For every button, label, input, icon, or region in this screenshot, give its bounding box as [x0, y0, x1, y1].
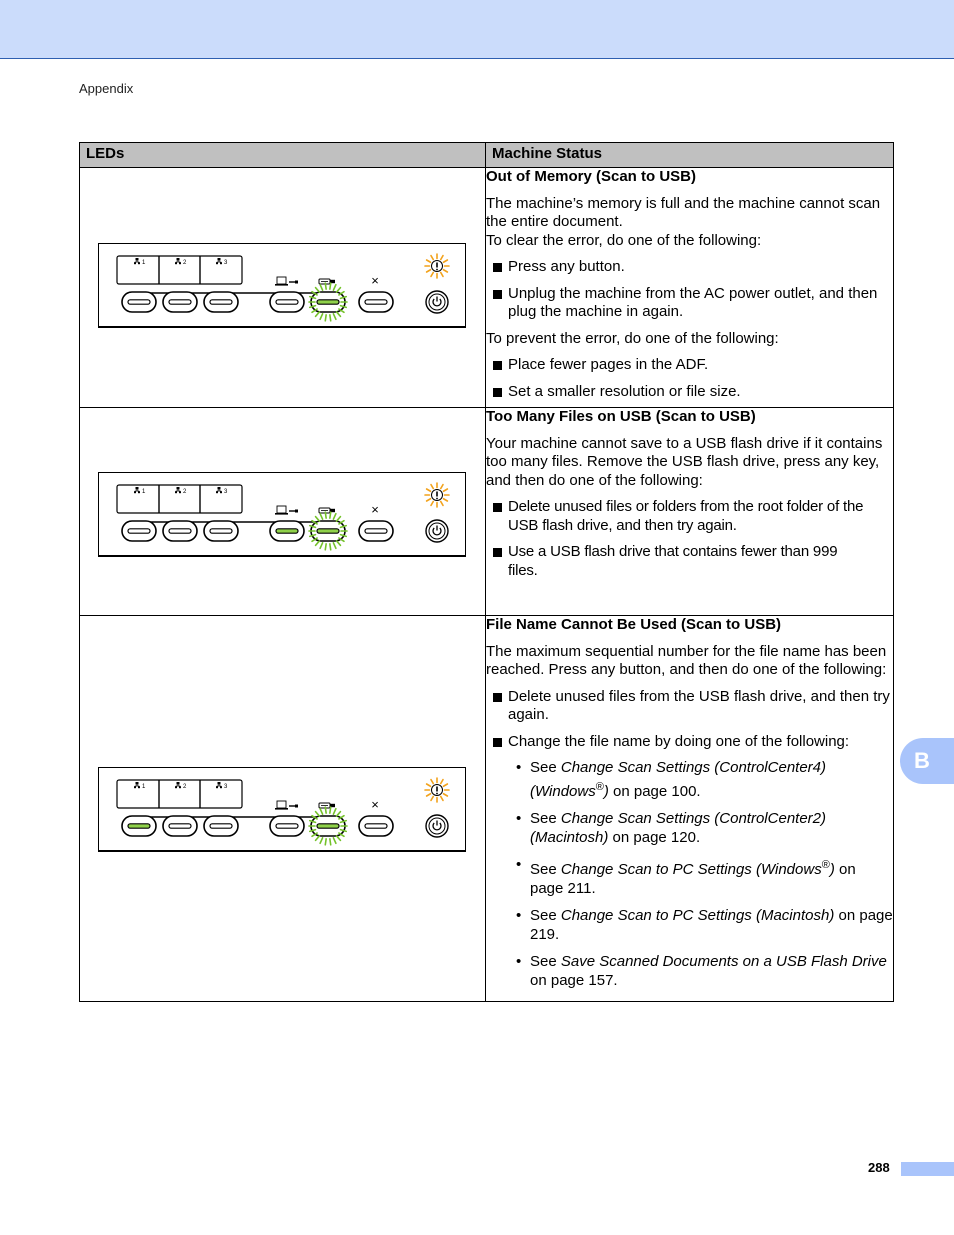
- network-icon: [216, 782, 222, 788]
- profile-button-3: [204, 521, 238, 541]
- network-icon: [216, 258, 222, 264]
- error-led-icon: [425, 778, 449, 802]
- reference-list: [508, 759, 893, 990]
- status-cell: [486, 168, 894, 408]
- usb-icon: [319, 508, 335, 513]
- scan-to-usb-button: [309, 512, 347, 550]
- led-status-table: [79, 142, 894, 1002]
- power-icon: [426, 291, 448, 313]
- profile-number: 3: [224, 489, 228, 495]
- ref-title: Change Scan Settings (ControlCenter2) (Macintosh): [530, 810, 827, 846]
- status-cell: [486, 408, 894, 616]
- status-cell: [486, 616, 894, 1002]
- ref-page: on page 211.: [530, 861, 856, 897]
- reference-item: [508, 759, 893, 801]
- status-title: Too Many Files on USB (Scan to USB): [486, 408, 756, 425]
- table-row: [80, 408, 894, 616]
- ref-prefix: See: [530, 759, 561, 776]
- error-led-icon: [425, 254, 449, 278]
- stop-button: [359, 816, 393, 836]
- network-icon: [175, 258, 181, 264]
- list-item: Delete unused files or folders from the root folder of the USB flash drive, and then try again.: [486, 498, 893, 535]
- ref-prefix: See: [530, 810, 561, 827]
- network-icon: [216, 487, 222, 493]
- reference-item: [508, 953, 893, 990]
- registered-mark: ®: [821, 859, 830, 871]
- profile-button-3: [204, 816, 238, 836]
- profile-number: 2: [183, 260, 187, 266]
- ref-page: on page 100.: [608, 782, 701, 800]
- profile-number: 1: [142, 784, 146, 790]
- network-icon: [134, 487, 140, 493]
- status-title: Out of Memory (Scan to USB): [486, 168, 697, 185]
- list-item: Place fewer pages in the ADF.: [486, 356, 893, 375]
- ref-title: Save Scanned Documents on a USB Flash Drive: [560, 953, 887, 970]
- list-item: Press any button.: [486, 258, 893, 277]
- list-item: [486, 733, 893, 991]
- table-row: [80, 168, 894, 408]
- page-number: 288: [868, 1160, 890, 1175]
- ref-page: on page 157.: [530, 971, 618, 989]
- reference-item: [508, 810, 893, 847]
- scan-to-usb-button: [309, 807, 347, 845]
- profile-button-1: [122, 521, 156, 541]
- list-item: Delete unused files from the USB flash drive, and then try again.: [486, 688, 893, 725]
- pc-icon: [275, 801, 298, 810]
- list-item: Set a smaller resolution or file size.: [486, 383, 893, 402]
- profile-button-3: [204, 292, 238, 312]
- list-item-text: Change the file name by doing one of the following:: [508, 732, 850, 750]
- status-text: To prevent the error, do one of the following:: [486, 329, 779, 347]
- section-label: Appendix: [79, 81, 134, 96]
- network-icon: [134, 258, 140, 264]
- ref-title: Change Scan to PC Settings (Macintosh): [560, 907, 835, 924]
- ref-title-end: ): [829, 861, 835, 878]
- power-icon: [426, 520, 448, 542]
- led-cell: [80, 616, 486, 1002]
- reference-item: [508, 856, 893, 898]
- control-panel-diagram: [98, 243, 466, 328]
- status-title: File Name Cannot Be Used (Scan to USB): [486, 616, 782, 633]
- stop-icon: ×: [371, 273, 379, 288]
- led-cell: [80, 408, 486, 616]
- ref-prefix: See: [530, 907, 561, 924]
- profile-number: 1: [142, 260, 146, 266]
- profile-number: 3: [224, 784, 228, 790]
- appendix-side-tab: B: [900, 738, 954, 784]
- status-text: The machine’s memory is full and the machine cannot scan the entire document.: [486, 194, 881, 230]
- column-header-leds: LEDs: [80, 143, 486, 168]
- profile-button-2: [163, 292, 197, 312]
- ref-title-end: ): [603, 782, 609, 800]
- pc-icon: [275, 506, 298, 515]
- scan-to-pc-button: [270, 521, 304, 541]
- power-icon: [426, 815, 448, 837]
- ref-page: on page 219.: [530, 907, 893, 943]
- stop-button: [359, 292, 393, 312]
- network-icon: [134, 782, 140, 788]
- registered-mark: ®: [595, 780, 604, 793]
- profile-number: 3: [224, 260, 228, 266]
- list-item: Unplug the machine from the AC power outlet, and then plug the machine in again.: [486, 285, 893, 322]
- list-item: Use a USB flash drive that contains fewer than 999 files.: [486, 543, 893, 580]
- profile-button-2: [163, 521, 197, 541]
- usb-icon: [319, 279, 335, 284]
- control-panel-svg: [99, 768, 465, 850]
- profile-button-1: [122, 292, 156, 312]
- stop-icon: ×: [371, 502, 379, 517]
- control-panel-diagram: [98, 767, 466, 852]
- ref-title: Change Scan Settings (ControlCenter4) (Windows: [530, 759, 827, 800]
- status-text: The maximum sequential number for the file name has been reached. Press any button, and then do one of the following:: [486, 642, 887, 678]
- usb-icon: [319, 803, 335, 808]
- network-icon: [175, 487, 181, 493]
- table-row: [80, 616, 894, 1002]
- profile-number: 1: [142, 489, 146, 495]
- control-panel-svg: [99, 473, 465, 555]
- pc-icon: [275, 277, 298, 286]
- profile-button-1: [122, 816, 156, 836]
- ref-prefix: See: [530, 953, 561, 970]
- status-text: Your machine cannot save to a USB flash drive if it contains too many files. Remove the USB flash drive, press any key, and then do one of the following:: [486, 434, 883, 489]
- header-band: [0, 0, 954, 59]
- scan-to-usb-button: [309, 283, 347, 321]
- profile-button-2: [163, 816, 197, 836]
- status-text: To clear the error, do one of the following:: [486, 231, 762, 249]
- led-cell: [80, 168, 486, 408]
- control-panel-svg: [99, 244, 465, 326]
- scan-to-pc-button: [270, 816, 304, 836]
- network-icon: [175, 782, 181, 788]
- stop-icon: ×: [371, 797, 379, 812]
- ref-page: on page 120.: [608, 828, 701, 846]
- control-panel-diagram: [98, 472, 466, 557]
- error-led-icon: [425, 483, 449, 507]
- scan-to-pc-button: [270, 292, 304, 312]
- column-header-status: Machine Status: [486, 143, 894, 168]
- reference-item: [508, 907, 893, 944]
- ref-prefix: See: [530, 861, 561, 878]
- profile-number: 2: [183, 784, 187, 790]
- profile-number: 2: [183, 489, 187, 495]
- ref-title: Change Scan to PC Settings (Windows: [560, 861, 822, 878]
- stop-button: [359, 521, 393, 541]
- page-number-tab: [901, 1162, 954, 1176]
